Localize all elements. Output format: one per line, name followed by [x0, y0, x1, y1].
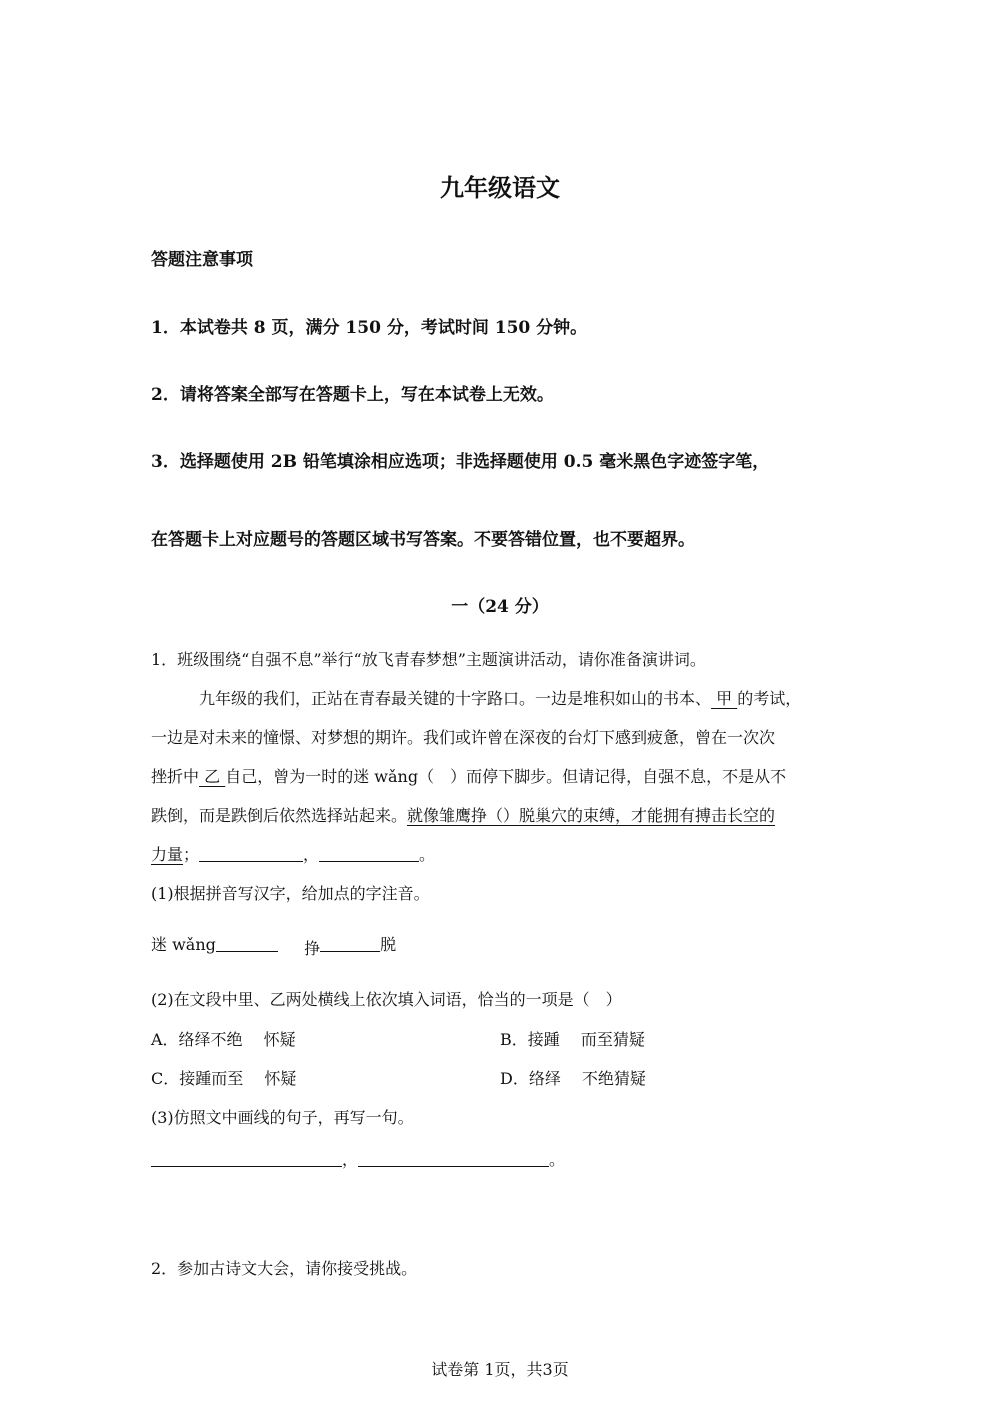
passage-text: 九年级的我们，正站在青春最关键的十字路口。一边是堆积如山的书本、 [199, 689, 712, 708]
answer-blank[interactable] [199, 860, 303, 862]
notice-item-2: 2．请将答案全部写在答题卡上，写在本试卷上无效。 [151, 385, 554, 405]
passage-text: 挫折中 [151, 767, 200, 786]
passage-line-3 [151, 764, 786, 787]
blank-yi: 乙 [204, 767, 221, 786]
sub-question-3: (3)仿照文中画线的句子，再写一句。 [151, 1108, 414, 1127]
answer-blank[interactable] [216, 950, 278, 952]
blank-jia: 甲 [716, 689, 733, 708]
page-footer: 试卷第 1页，共3页 [431, 1360, 569, 1379]
page-title: 九年级语文 [440, 173, 560, 202]
option-a[interactable]: A．络绎不绝 怀疑 [151, 1030, 296, 1049]
question-1-stem: 1．班级围绕“自强不息”举行“放飞青春梦想”主题演讲活动，请你准备演讲词。 [151, 650, 706, 669]
section-heading: 一（24 分） [451, 597, 549, 617]
answer-blank[interactable] [358, 1165, 549, 1167]
notice-heading: 答题注意事项 [151, 250, 253, 270]
passage-line-2: 一边是对未来的憧憬、对梦想的期许。我们或许曾在深夜的台灯下感到疲惫，曾在一次次 [151, 728, 776, 747]
option-c[interactable]: C．接踵而至 怀疑 [151, 1069, 297, 1088]
passage-line-1 [199, 686, 801, 709]
passage-line-4 [151, 803, 775, 826]
underlined-sentence: 就像雏鹰挣（）脱巢穴的束缚，才能拥有搏击长空的 [407, 806, 776, 825]
option-d[interactable]: D．络绎 不绝猜疑 [500, 1069, 646, 1088]
sub-question-2: (2)在文段中里、乙两处横线上依次填入词语，恰当的一项是（ ） [151, 990, 622, 1009]
answer-blank[interactable] [319, 860, 419, 862]
notice-item-3-line-2: 在答题卡上对应题号的答题区域书写答案。不要答错位置，也不要超界。 [151, 530, 695, 550]
sub-question-3-answer-line: ， 。 [151, 1147, 565, 1170]
passage-line-5: 力量； ， 。 [151, 845, 436, 864]
passage-text: 跌倒，而是跌倒后依然选择站起来。 [151, 806, 408, 825]
answer-blank[interactable] [320, 950, 380, 952]
question-2-stem: 2．参加古诗文大会，请你接受挑战。 [151, 1259, 418, 1278]
sub-question-1: (1)根据拼音写汉字，给加点的字注音。 [151, 884, 430, 903]
underlined-sentence-end: 力量 [151, 845, 184, 864]
option-b[interactable]: B．接踵 而至猜疑 [500, 1030, 645, 1049]
passage-text: 自己，曾为一时的迷 wǎng（ ）而停下脚步。但请记得，自强不息，不是从不 [225, 767, 787, 786]
passage-text: 的考试， [737, 689, 802, 708]
answer-blank[interactable] [151, 1165, 342, 1167]
notice-item-1: 1．本试卷共 8 页，满分 150 分，考试时间 150 分钟。 [151, 318, 588, 338]
sub-question-1-answer-line: 迷 wǎng 挣 脱 [151, 935, 397, 958]
notice-item-3-line-1: 3．选择题使用 2B 铅笔填涂相应选项；非选择题使用 0.5 毫米黑色字迹签字笔， [151, 452, 770, 472]
